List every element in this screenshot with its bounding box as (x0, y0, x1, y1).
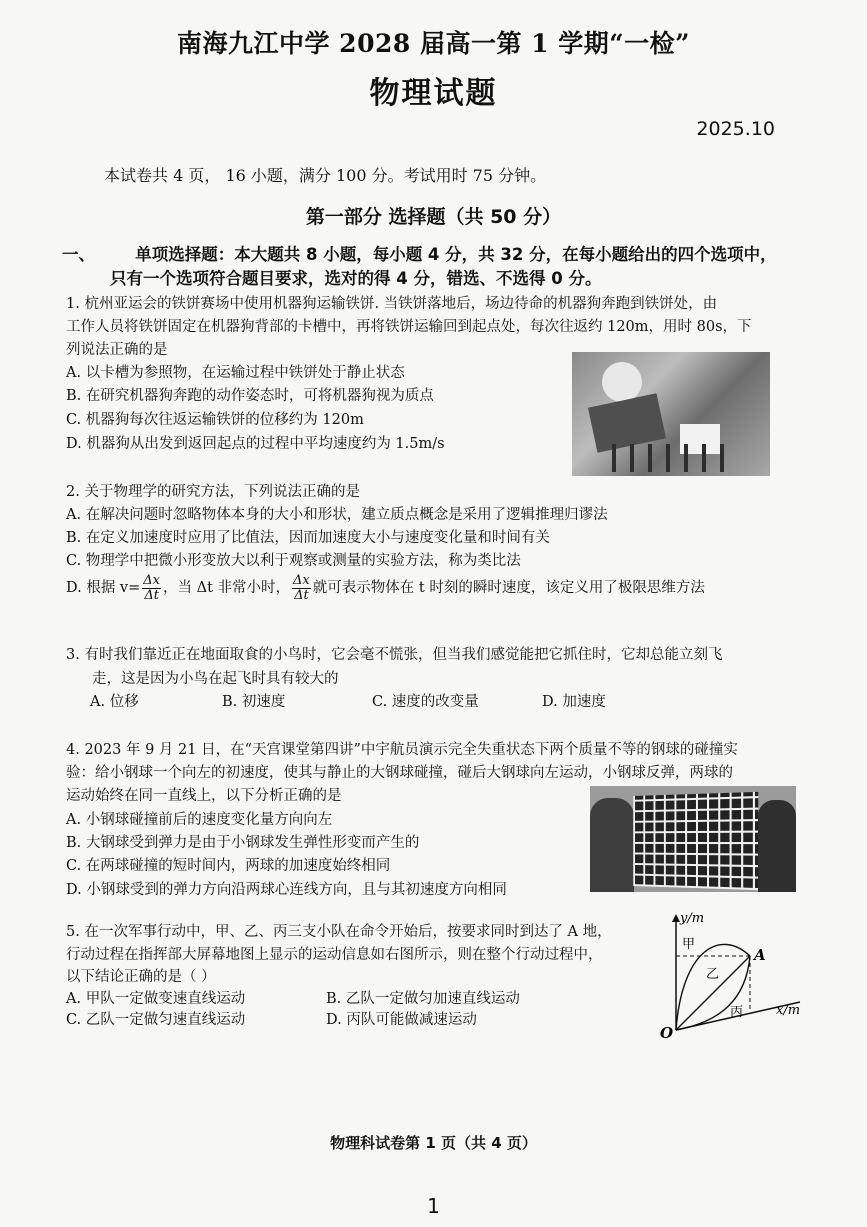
q5-stem-3: 以下结论正确的是（ ） (66, 969, 216, 985)
q5-option-c: C. 乙队一定做匀速直线运动 (66, 1012, 246, 1028)
q5-option-a: A. 甲队一定做变速直线运动 (66, 991, 246, 1007)
space-station-photo (590, 786, 796, 892)
q5-option-d: D. 丙队可能做减速运动 (326, 1012, 477, 1028)
q1-option-d: D. 机器狗从出发到返回起点的过程中平均速度约为 1.5m/s (66, 436, 445, 452)
q5-stem-2: 行动过程在指挥部大屏幕地图上显示的运动信息如右图所示，则在整个行动过程中， (66, 947, 603, 963)
exam-date: 2025.10 (696, 118, 775, 140)
q2-option-a: A. 在解决问题时忽略物体本身的大小和形状，建立质点概念是采用了逻辑推理归谬法 (66, 507, 608, 523)
point-a-label: A (754, 946, 766, 964)
part-heading (62, 241, 777, 265)
exam-subject: 物理试题 (369, 76, 498, 111)
q4-option-b: B. 大钢球受到弹力是由于小钢球发生弹性形变而产生的 (66, 835, 420, 851)
label-bing: 丙 (730, 1005, 744, 1020)
q1-stem-2: 工作人员将铁饼固定在机器狗背部的卡槽中，再将铁饼运输回到起点处，每次往返约 120m，用时 80s，下 (66, 319, 752, 335)
exam-title: 南海九江中学 2028 届高一第 1 学期“一检” (176, 29, 691, 58)
q4-stem-2: 验：给小钢球一个向左的初速度，使其与静止的大钢球碰撞，碰后大钢球向左运动，小钢球反弹，两球的 (66, 765, 733, 781)
fraction-dx-dt (142, 574, 161, 602)
q1-option-a: A. 以卡槽为参照物，在运输过程中铁饼处于静止状态 (66, 365, 405, 381)
part-label: 一、 (62, 245, 95, 264)
q3-stem-1: 3. 有时我们靠近正在地面取食的小鸟时，它会毫不慌张，但当我们感觉能把它抓住时，它却总能立刻飞 (66, 647, 723, 663)
x-axis-label: x/m (776, 1003, 801, 1018)
q3-stem-2: 走，这是因为小鸟在起飞时具有较大的 (92, 671, 339, 687)
fraction-denominator: Δt (144, 587, 159, 603)
part-instructions: 单项选择题：本大题共 8 小题，每小题 4 分，共 32 分，在每小题给出的四个选项中， (135, 245, 777, 264)
q4-option-d: D. 小钢球受到的弹力方向沿两球心连线方向，且与其初速度方向相同 (66, 882, 507, 898)
q4-option-c: C. 在两球碰撞的短时间内，两球的加速度始终相同 (66, 858, 391, 874)
origin-label: O (660, 1024, 674, 1040)
q1-stem-1: 1. 杭州亚运会的铁饼赛场中使用机器狗运输铁饼. 当铁饼落地后，场边待命的机器狗奔跑到铁饼处，由 (66, 296, 718, 312)
label-yi: 乙 (706, 967, 720, 982)
q4-stem-3: 运动始终在同一直线上，以下分析正确的是 (66, 788, 342, 804)
q2-option-b: B. 在定义加速度时应用了比值法，因而加速度大小与速度变化量和时间有关 (66, 530, 550, 546)
motion-path-graph (650, 910, 820, 1040)
y-axis-arrow (672, 914, 680, 922)
page-footer: 物理科试卷第 1 页（共 4 页） (330, 1134, 537, 1152)
y-axis-label: y/m (680, 911, 705, 926)
section-title: 第一部分 选择题（共 50 分） (305, 206, 562, 228)
label-jia: 甲 (682, 937, 696, 952)
fraction-dx-dt-2 (292, 574, 311, 602)
q3-option-b: B. 初速度 (222, 694, 286, 710)
q2-option-d-suffix: 就可表示物体在 t 时刻的瞬时速度，该定义用了极限思维方法 (312, 580, 705, 597)
q4-option-a: A. 小钢球碰撞前后的速度变化量方向向左 (66, 812, 333, 828)
page-number: 1 (427, 1194, 440, 1218)
exam-intro: 本试卷共 4 页， 16 小题，满分 100 分。考试用时 75 分钟。 (104, 166, 547, 185)
fraction-numerator-2: Δx (293, 573, 310, 588)
robot-dog-photo (572, 352, 770, 476)
q3-option-d: D. 加速度 (542, 694, 606, 710)
q3-option-c: C. 速度的改变量 (372, 694, 479, 710)
fraction-numerator: Δx (143, 573, 161, 588)
q2-option-d (66, 574, 705, 602)
q5-stem-1: 5. 在一次军事行动中，甲、乙、丙三支小队在命令开始后，按要求同时到达了 A 地， (66, 924, 612, 940)
q2-option-d-mid: ，当 Δt 非常小时， (163, 580, 291, 597)
q1-stem-3: 列说法正确的是 (66, 342, 168, 358)
q1-option-b: B. 在研究机器狗奔跑的动作姿态时，可将机器狗视为质点 (66, 388, 434, 404)
q3-option-a: A. 位移 (90, 694, 139, 710)
q5-option-b: B. 乙队一定做匀加速直线运动 (326, 991, 520, 1007)
q2-option-d-prefix: D. 根据 v= (66, 580, 141, 597)
q2-stem: 2. 关于物理学的研究方法，下列说法正确的是 (66, 484, 360, 500)
q2-option-c: C. 物理学中把微小形变放大以利于观察或测量的实验方法，称为类比法 (66, 553, 521, 569)
part-instructions-2: 只有一个选项符合题目要求，选对的得 4 分，错选、不选得 0 分。 (110, 269, 602, 288)
fraction-denominator-2: Δt (294, 587, 309, 603)
q4-stem-1: 4. 2023 年 9 月 21 日，在“天宫课堂第四讲”中宇航员演示完全失重状态下两个质量不等的钢球的碰撞实 (66, 742, 738, 758)
q1-option-c: C. 机器狗每次往返运输铁饼的位移约为 120m (66, 412, 364, 428)
